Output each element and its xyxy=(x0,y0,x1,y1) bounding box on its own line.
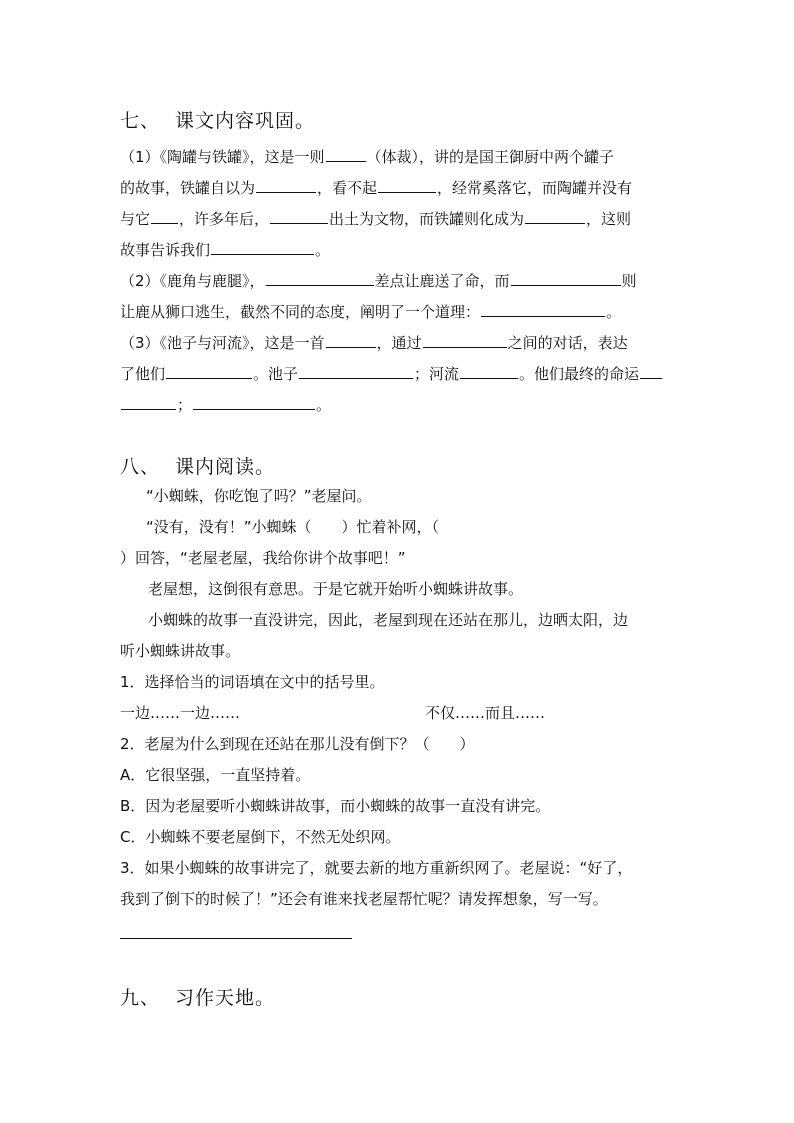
s7-q3-line3 xyxy=(120,393,680,415)
text: 故事告诉我们 xyxy=(120,241,211,259)
passage-p4: 小蜘蛛的故事一直没讲完，因此，老屋到现在还站在那儿，边晒太阳，边 xyxy=(148,611,629,629)
text: ，看不起 xyxy=(317,179,378,197)
fill-blank[interactable] xyxy=(423,331,507,348)
s7-q3-line2 xyxy=(120,362,680,384)
s8-q2-option-c: C．小蜘蛛不要老屋倒下，不然无处织网。 xyxy=(120,828,401,846)
fill-blank[interactable] xyxy=(511,269,621,286)
fill-blank[interactable] xyxy=(299,362,413,379)
text: 。 xyxy=(606,303,622,321)
text: 。 xyxy=(316,396,332,414)
s7-q2-line2 xyxy=(120,300,680,322)
answer-line[interactable] xyxy=(120,938,352,939)
s8-q1-text: 1．选择恰当的词语填在文中的括号里。 xyxy=(120,673,385,691)
text: ，这则 xyxy=(586,210,632,228)
passage-p4-cont: 听小蜘蛛讲故事。 xyxy=(120,642,241,660)
text: （体裁），讲的是国王御厨中两个罐子 xyxy=(366,148,615,166)
fill-blank[interactable] xyxy=(121,393,176,410)
fill-blank[interactable] xyxy=(460,362,518,379)
text: ，许多年后， xyxy=(179,210,270,228)
text: 。他们最终的命运 xyxy=(519,365,640,383)
passage-p2-cont: ）回答，“老屋老屋，我给你讲个故事吧！” xyxy=(120,549,406,567)
text: 与它 xyxy=(120,210,151,228)
passage-p3: 老屋想，这倒很有意思。于是它就开始听小蜘蛛讲故事。 xyxy=(148,580,524,598)
text: 之间的对话，表达 xyxy=(507,334,628,352)
s8-q3-line2: 我到了倒下的时候了！”还会有谁来找老屋帮忙呢？请发挥想象，写一写。 xyxy=(120,890,608,908)
section9-number: 九、 xyxy=(120,987,161,1009)
fill-blank[interactable] xyxy=(326,145,366,162)
fill-blank[interactable] xyxy=(270,207,328,224)
fill-blank[interactable] xyxy=(266,269,374,286)
fill-blank[interactable] xyxy=(193,393,315,410)
text: 。 xyxy=(315,241,331,259)
s8-q2-option-a: A．它很坚强，一直坚持着。 xyxy=(120,766,311,784)
section7-number: 七、 xyxy=(120,110,161,132)
section8-heading xyxy=(120,452,275,479)
text: 让鹿从狮口逃生，截然不同的态度，阐明了一个道理： xyxy=(120,303,481,321)
fill-blank[interactable] xyxy=(525,207,585,224)
text: （1）《陶罐与铁罐》，这是一则 xyxy=(120,148,325,166)
s8-q3-line1: 3．如果小蜘蛛的故事讲完了，就要去新的地方重新织网了。老屋说：“好了， xyxy=(120,859,633,877)
s7-q1-line2 xyxy=(120,176,680,198)
s8-q1-options xyxy=(120,703,680,723)
s8-q2-option-b: B．因为老屋要听小蜘蛛讲故事，而小蜘蛛的故事一直没有讲完。 xyxy=(120,797,551,815)
text: （2）《鹿角与鹿腿》， xyxy=(120,272,265,290)
fill-blank[interactable] xyxy=(211,238,314,255)
section9-title: 习作天地。 xyxy=(175,987,276,1009)
text: ； xyxy=(177,396,193,414)
text: 的故事，铁罐自以为 xyxy=(120,179,256,197)
fill-blank[interactable] xyxy=(256,176,316,193)
text: ，通过 xyxy=(376,334,422,352)
passage-p1: “小蜘蛛，你吃饱了吗？”老屋问。 xyxy=(146,487,372,505)
s7-q1-line3 xyxy=(120,207,680,229)
fill-blank[interactable] xyxy=(378,176,436,193)
fill-blank[interactable] xyxy=(326,331,376,348)
section9-heading xyxy=(120,983,275,1010)
fill-blank[interactable] xyxy=(640,362,662,379)
fill-blank[interactable] xyxy=(166,362,252,379)
fill-blank[interactable] xyxy=(151,207,178,224)
text: 出土为文物，而铁罐则化成为 xyxy=(329,210,525,228)
s7-q2-line1 xyxy=(120,269,680,291)
s7-q1-line1 xyxy=(120,145,680,167)
s7-q1-line4 xyxy=(120,238,680,260)
text: 差点让鹿送了命，而 xyxy=(374,272,510,290)
section7-heading xyxy=(120,106,315,133)
passage-p2: “没有，没有！”小蜘蛛（ ）忙着补网，（ xyxy=(146,518,440,536)
option-yibian: 一边……一边…… xyxy=(120,704,241,722)
section8-number: 八、 xyxy=(120,456,161,478)
section7-title: 课文内容巩固。 xyxy=(175,110,316,132)
section8-title: 课内阅读。 xyxy=(175,456,276,478)
option-bujin: 不仅……而且…… xyxy=(425,704,546,722)
s8-q2-text: 2．老屋为什么到现在还站在那儿没有倒下？（ ） xyxy=(120,735,475,753)
s7-q3-line1 xyxy=(120,331,680,353)
fill-blank[interactable] xyxy=(481,300,605,317)
text: ，经常奚落它，而陶罐并没有 xyxy=(437,179,633,197)
text: 。池子 xyxy=(253,365,299,383)
text: 则 xyxy=(621,272,637,290)
text: （3）《池子与河流》，这是一首 xyxy=(120,334,325,352)
text: 了他们 xyxy=(120,365,166,383)
text: ；河流 xyxy=(414,365,460,383)
